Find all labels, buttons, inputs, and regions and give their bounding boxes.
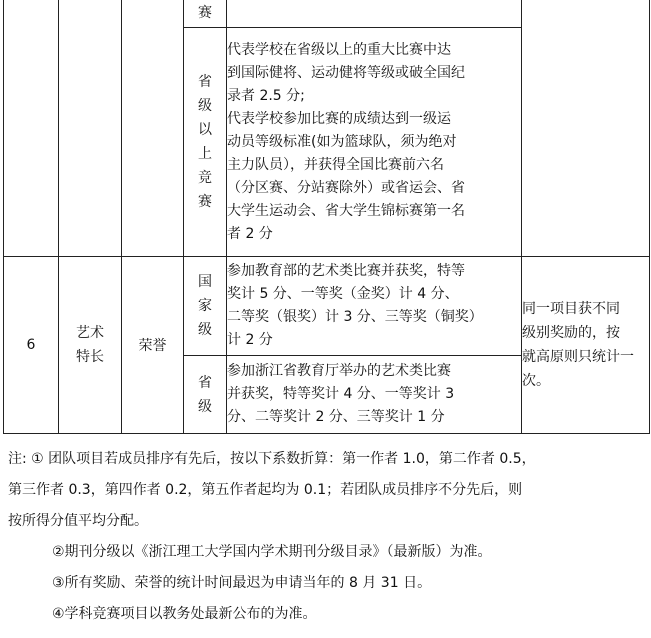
level-cell: 省 级 — [184, 356, 227, 434]
type-cell: 荣誉 — [122, 257, 184, 434]
note-1-cont: 按所得分值平均分配。 — [8, 513, 148, 529]
note-3: ③所有奖励、荣誉的统计时间最迟为申请当年的 8 月 31 日。 — [52, 575, 432, 591]
content-cell: 参加浙江省教育厅举办的艺术类比赛 并获奖，特等奖计 4 分、一等奖计 3 分、二等奖计 2 分、三等奖计 1 分 — [227, 356, 522, 434]
note-4: ④学科竞赛项目以教务处最新公布的为准。 — [52, 606, 317, 622]
note-1-cont: 第三作者 0.3，第四作者 0.2，第五作者起均为 0.1；若团队成员排序不分先后，则 — [8, 482, 523, 498]
table-row — [4, 257, 650, 356]
notes — [8, 444, 648, 630]
no-cell — [4, 0, 59, 257]
category-cell — [59, 0, 122, 257]
content-cell: 代表学校在省级以上的重大比赛中达 到国际健将、运动健将等级或破全国纪 录者 2.5 分; 代表学校参加比赛的成绩达到一级运 动员等级标准(如为篮球队，须为绝对 主力队员），并获得全国比赛前六名 （分区赛、分站赛除外）或省运会、省 大学生运动会、省大学生锦标赛第一名 者 2 分 — [227, 28, 522, 257]
type-cell — [122, 0, 184, 257]
category-cell: 艺术 特长 — [59, 257, 122, 434]
table-row — [4, 0, 650, 28]
remark-cell — [522, 0, 650, 257]
note-1: 注: ① 团队项目若成员排序有先后，按以下系数折算：第一作者 1.0，第二作者 0.5， — [8, 451, 536, 467]
content-cell — [227, 0, 522, 28]
content-cell: 参加教育部的艺术类比赛并获奖，特等 奖计 5 分、一等奖（金奖）计 4 分、 二等奖（银奖）计 3 分、三等奖（铜奖） 计 2 分 — [227, 257, 522, 356]
scoring-table — [3, 0, 650, 434]
level-cell: 国 家 级 — [184, 257, 227, 356]
no-cell: 6 — [4, 257, 59, 434]
remark-cell: 同一项目获不同 级别奖励的，按 就高原则只统计一 次。 — [522, 257, 650, 434]
level-cell: 赛 — [184, 0, 227, 28]
note-2: ②期刊分级以《浙江理工大学国内学术期刊分级目录》（最新版）为准。 — [52, 544, 492, 560]
level-cell: 省 级 以 上 竞 赛 — [184, 28, 227, 257]
